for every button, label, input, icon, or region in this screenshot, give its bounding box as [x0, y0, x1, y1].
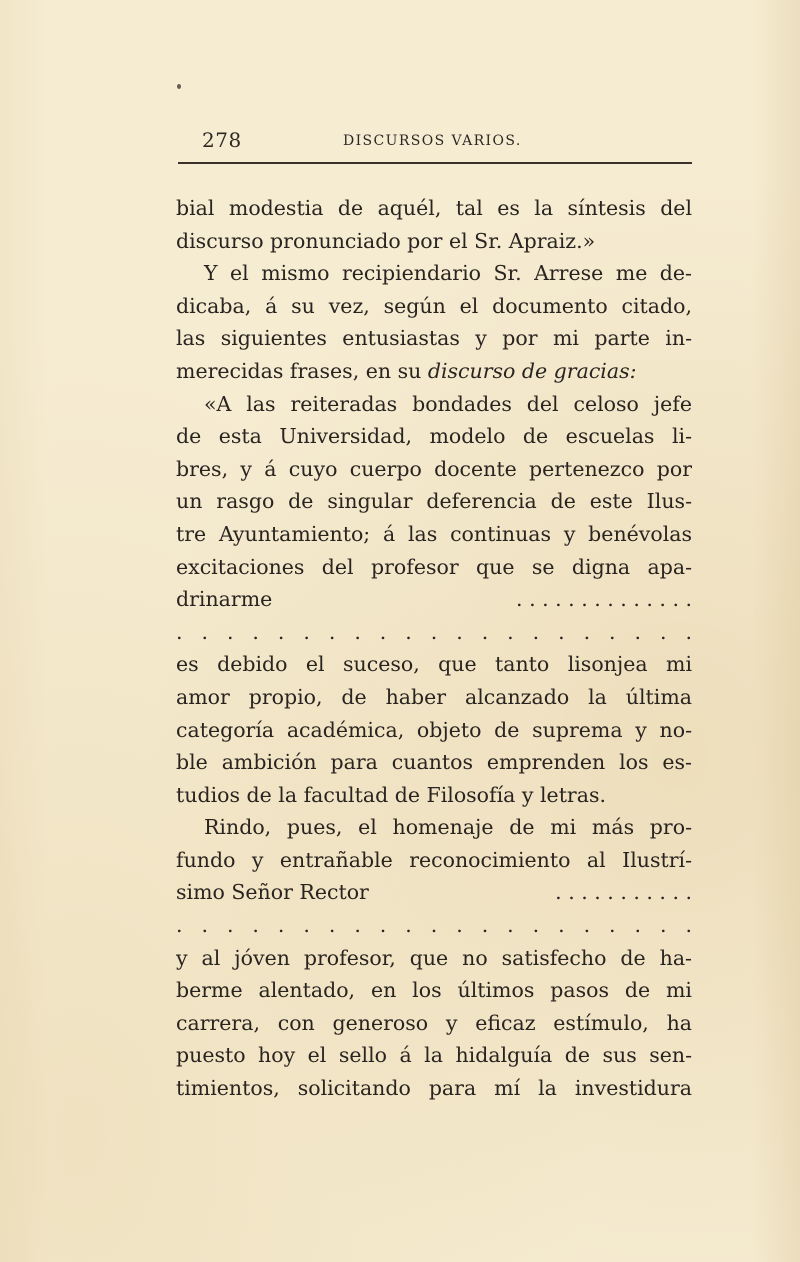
text-line: [176, 876, 692, 909]
text-line: ble ambición para cuantos emprenden los es-: [176, 750, 692, 775]
text-line: discurso pronunciado por el Sr. Apraiz.»: [176, 228, 596, 253]
text-line: amor propio, de haber alcanzado la última: [176, 684, 692, 709]
text-line: tudios de la facultad de Filosofía y letras.: [176, 782, 606, 807]
text-line: y al jóven profesor, que no satisfecho de ha-: [176, 945, 692, 970]
text-line: [176, 583, 692, 616]
text-line: es debido el suceso, que tanto lisonjea mi: [176, 652, 692, 677]
dot-leader-line: . . . . . . . . . . . . . . . . . . . . .: [176, 913, 692, 938]
text-line: categoría académica, objeto de suprema y no-: [176, 717, 692, 742]
page-number: 278: [202, 128, 242, 152]
header-rule: [178, 162, 692, 164]
text-line: excitaciones del profesor que se digna apa-: [176, 554, 692, 579]
text-line: bial modestia de aquél, tal es la síntesis del: [176, 196, 692, 220]
body-text: [176, 192, 692, 1105]
text-line: tre Ayuntamiento; á las continuas y benévolas: [176, 521, 692, 546]
text-line: Rindo, pues, el homenaje de mi más pro-: [204, 815, 692, 840]
text-line: dicaba, á su vez, según el documento citado,: [176, 293, 692, 318]
text-line: puesto hoy el sello á la hidalguía de sus sen-: [176, 1043, 692, 1068]
ellipsis-dots: . . . . . . . . . . . . . .: [516, 587, 692, 612]
text-line: las siguientes entusiastas y por mi parte in-: [176, 326, 692, 351]
ellipsis-dots: . . . . . . . . . . .: [555, 880, 692, 905]
text-line: bres, y á cuyo cuerpo docente pertenezco por: [176, 456, 692, 481]
text-line: de esta Universidad, modelo de escuelas li-: [176, 424, 692, 449]
text-line: timientos, solicitando para mí la investidura: [176, 1076, 692, 1101]
text-segment: drinarme: [176, 587, 273, 612]
text-line: [176, 355, 692, 388]
page-header: [178, 128, 692, 158]
text-line: berme alentado, en los últimos pasos de mi: [176, 978, 692, 1003]
ink-speck: [177, 84, 181, 89]
text-line: Y el mismo recipiendario Sr. Arrese me de-: [204, 261, 692, 286]
text-segment: merecidas frases, en su: [176, 358, 422, 383]
running-head: DISCURSOS VARIOS.: [343, 133, 522, 149]
text-segment: simo Señor Rector: [176, 880, 369, 905]
text-line: un rasgo de singular deferencia de este Ilus-: [176, 489, 692, 514]
italic-phrase: discurso de gracias:: [427, 358, 637, 383]
text-line: «A las reiteradas bondades del celoso jefe: [204, 391, 692, 416]
text-line: carrera, con generoso y eficaz estímulo, ha: [176, 1010, 692, 1035]
dot-leader-line: . . . . . . . . . . . . . . . . . . . . .: [176, 619, 692, 644]
text-line: fundo y entrañable reconocimiento al Ilustrí-: [176, 847, 692, 872]
